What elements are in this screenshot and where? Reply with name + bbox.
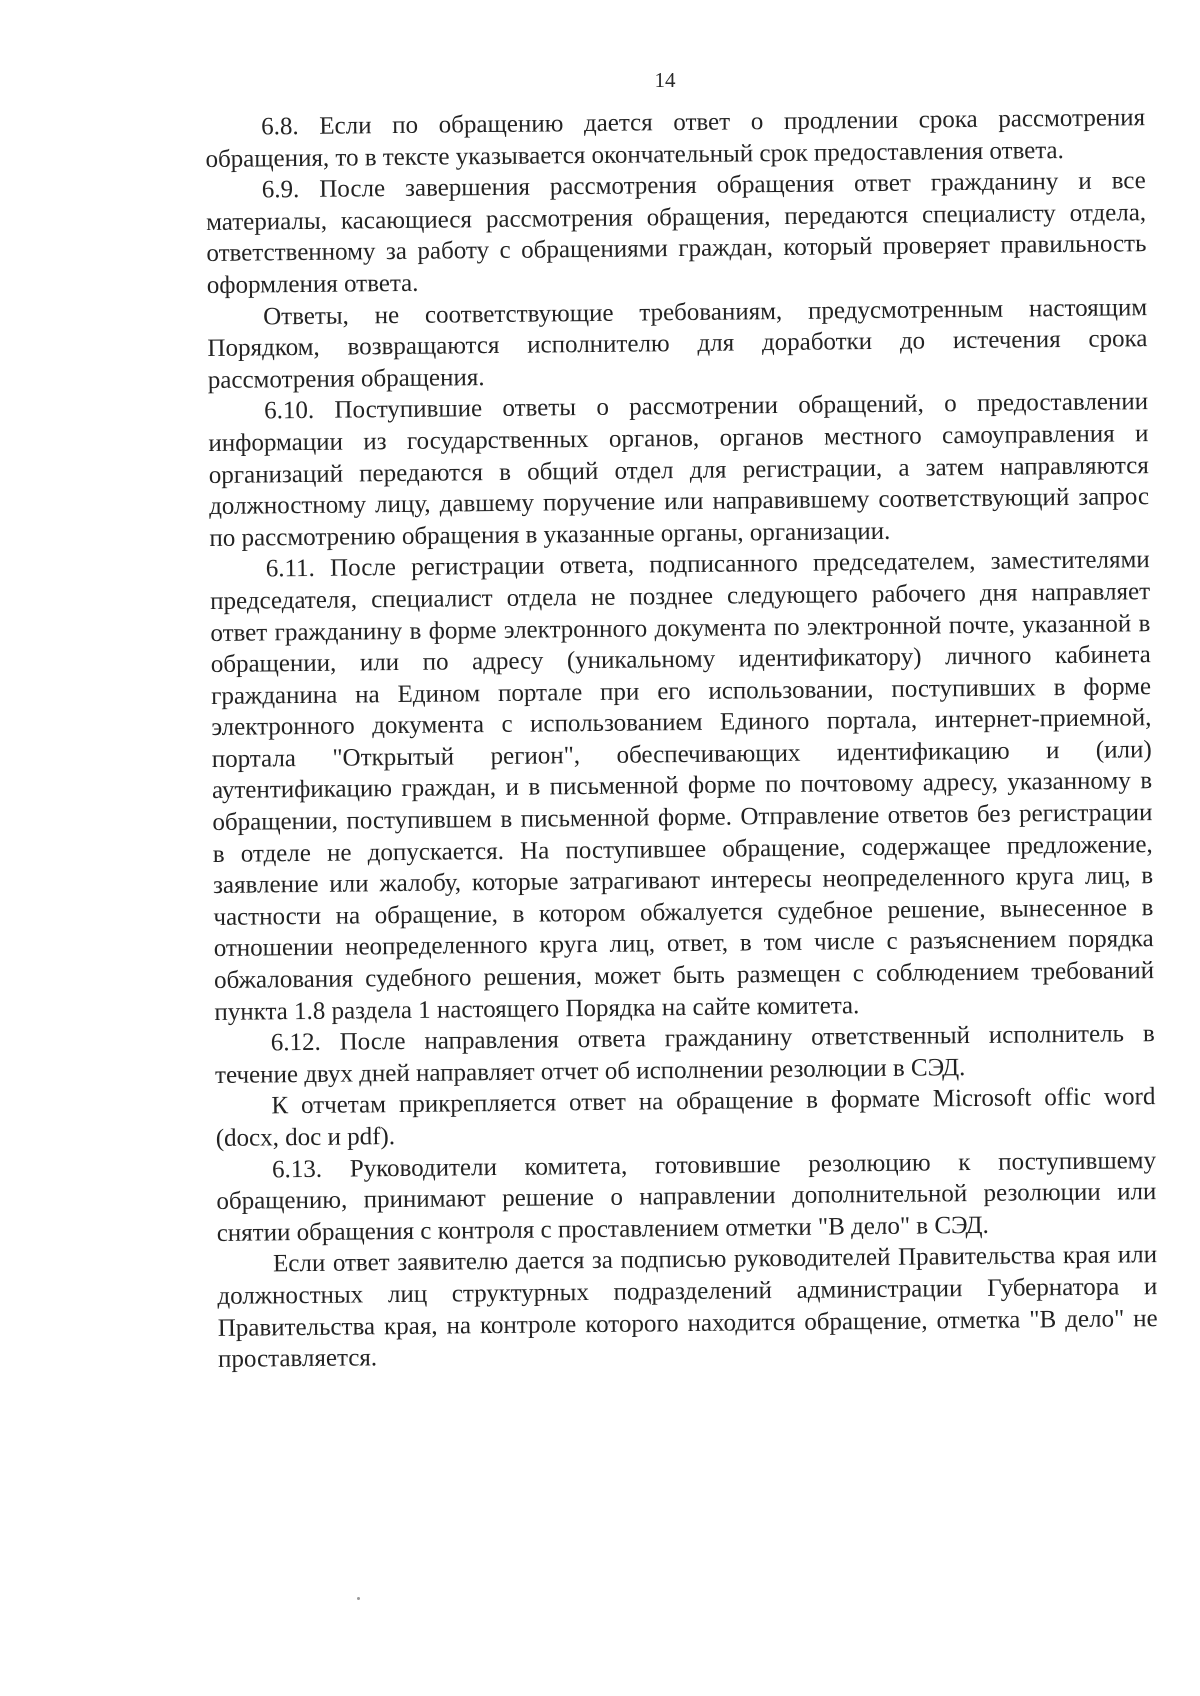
paragraph-6-10: 6.10. Поступившие ответы о рассмотрении обращений, о предоставлении информации из государственных органов, органов местного самоуправления и организаций передаются в общий отдел для регистрации, а затем направляются должностному лицу, давшему поручение или направившему соответствующий запрос по рассмотрению обращения в указанные органы, организации.: [208, 388, 1150, 552]
paragraph-6-13-signature: Если ответ заявителю дается за подписью руководителей Правительства края или должностных лиц структурных подразделений администрации Губернатора и Правительства края, на контроле которого находится обращение, отметка "В дело" не проставляется.: [217, 1241, 1158, 1374]
document-body: [205, 102, 1158, 1376]
paragraph-6-11: 6.11. После регистрации ответа, подписанного председателем, заместителями председателя, специалист отдела не позднее следующего рабочего дня направляет ответ гражданину в форме электронного документа по электронной почте, указанной в обращении, или по адресу (уникальному идентификатору) личного кабинета гражданина на Едином портале при его использовании, поступивших в форме электронного документа с использованием Единого портала, интернет-приемной, портала "Открытый регион", обеспечивающих идентификацию и (или) аутентификацию граждан, и в письменной форме по почтовому адресу, указанному в обращении, поступившем в письменной форме. Отправление ответов без регистрации в отделе не допускается. На поступившее обращение, содержащее предложение, заявление или жалобу, которые затрагивают интересы неопределенного круга лиц, в частности на обращение, в котором обжалуется судебное решение, вынесенное в отношении неопределенного круга лиц, ответ, в том числе с разъяснением порядка обжалования судебного решения, может быть размещен с соблюдением требований пункта 1.8 раздела 1 настоящего Порядка на сайте комитета.: [209, 546, 1155, 1026]
scan-speck: [357, 1597, 360, 1600]
paragraph-6-12: 6.12. После направления ответа гражданину ответственный исполнитель в течение двух дней направляет отчет об исполнении резолюции в СЭД.: [214, 1020, 1155, 1089]
paragraph-6-13: 6.13. Руководители комитета, готовившие резолюцию к поступившему обращению, принимают решение о направлении дополнительной резолюции или снятии обращения с контроля с проставлением отметки "В дело" в СЭД.: [216, 1146, 1157, 1247]
page-number: 14: [654, 68, 676, 92]
paragraph-6-12-reports: К отчетам прикрепляется ответ на обращение в формате Microsoft offic word (docx, doc и pdf).: [215, 1083, 1156, 1152]
paragraph-6-8: 6.8. Если по обращению дается ответ о продлении срока рассмотрения обращения, то в тексте указывается окончательный срок предоставления ответа.: [205, 104, 1146, 173]
paragraph-6-9: 6.9. После завершения рассмотрения обращения ответ гражданину и все материалы, касающиеся рассмотрения обращения, передаются специалисту отдела, ответственному за работу с обращениями граждан, который проверяет правильность оформления ответа.: [206, 167, 1147, 299]
paragraph-6-9-responses: Ответы, не соответствующие требованиям, предусмотренным настоящим Порядком, возвращаются исполнителю для доработки до истечения срока рассмотрения обращения.: [207, 293, 1148, 394]
